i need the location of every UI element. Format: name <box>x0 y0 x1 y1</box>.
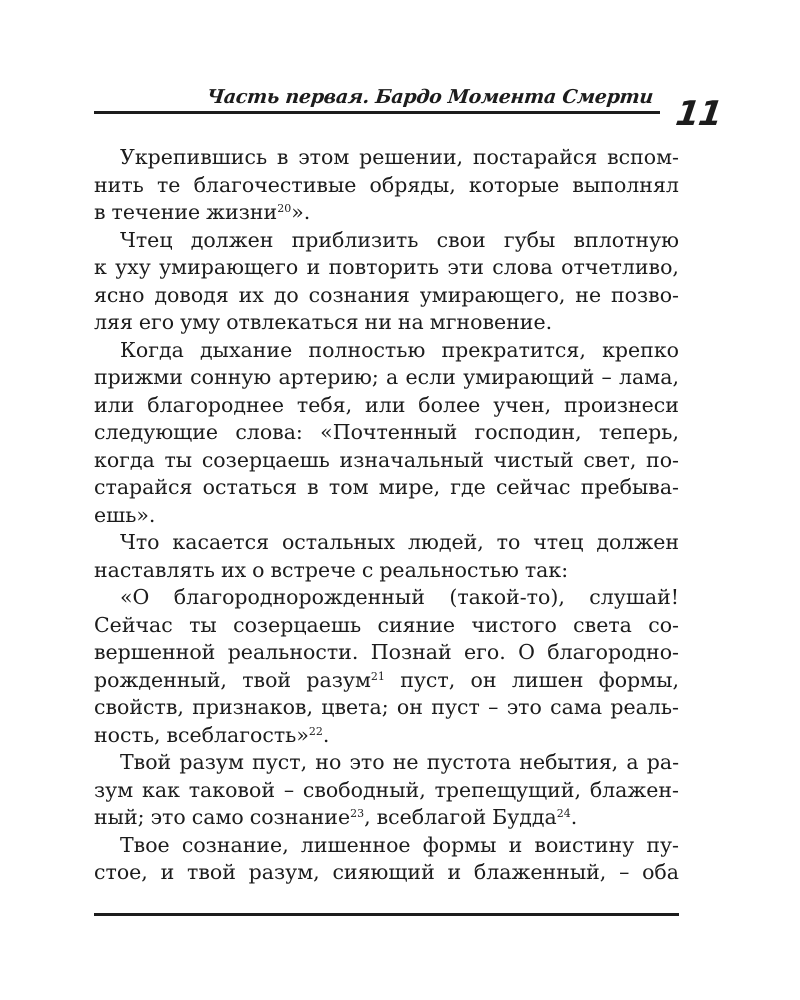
word: касается <box>172 530 270 554</box>
text-line <box>94 639 679 667</box>
word: слова <box>492 255 553 279</box>
word: это <box>506 695 542 719</box>
word: но <box>315 750 342 774</box>
word: сознания <box>308 282 410 307</box>
word: то <box>496 530 521 554</box>
word: само <box>191 805 244 829</box>
word: в <box>307 475 319 499</box>
word: твой <box>186 860 236 884</box>
word: или <box>94 392 135 417</box>
word: умирающий <box>463 365 595 389</box>
word: сонную <box>190 365 272 389</box>
word: воистину <box>534 832 635 857</box>
word: реальности. <box>227 640 359 664</box>
word: дыхание <box>200 337 293 362</box>
word: сейчас <box>495 475 571 499</box>
word: ни <box>364 310 392 334</box>
word: Твое <box>120 832 170 857</box>
word: ешь». <box>94 502 156 527</box>
word: – <box>283 777 295 802</box>
word: Сейчас <box>94 612 173 637</box>
word: созерцаешь <box>201 447 330 472</box>
word: пустота <box>426 750 512 774</box>
page-number: 11 <box>673 94 725 134</box>
word: произнеси <box>564 392 679 417</box>
word: на <box>397 310 424 334</box>
word: разум$^{21}$ <box>306 667 385 692</box>
word: это <box>349 750 385 774</box>
word: его. <box>464 640 506 664</box>
word: чистого <box>471 612 557 637</box>
word: пуст, <box>252 750 308 774</box>
word: не <box>392 750 419 774</box>
word: небытия, <box>519 750 619 774</box>
text-line <box>94 832 679 860</box>
word: (такой-то), <box>449 585 565 609</box>
word: рожденный, <box>94 667 227 692</box>
word: вспом- <box>607 145 679 169</box>
word: сияющий <box>332 860 435 884</box>
text-line <box>94 254 679 282</box>
word: света <box>573 612 632 637</box>
word: и <box>160 860 175 884</box>
word: нить <box>94 172 144 197</box>
word: благородно- <box>547 640 679 664</box>
word: ный; <box>94 805 145 829</box>
text-line <box>94 364 679 392</box>
word: с <box>361 557 374 582</box>
word: стое, <box>94 860 148 884</box>
word: о <box>252 557 265 582</box>
word: ляя <box>94 310 133 334</box>
text-line <box>94 227 679 255</box>
word: до <box>273 282 299 307</box>
word: благороднорожденный <box>173 585 425 609</box>
word: этом <box>298 145 350 169</box>
word: следующие <box>94 420 219 444</box>
word: изначальный <box>339 447 484 472</box>
text-line <box>94 722 679 750</box>
footnote-ref: 22 <box>308 724 323 738</box>
word: учен, <box>493 392 552 417</box>
word: когда <box>94 447 155 472</box>
word: это <box>150 805 186 829</box>
word: блаженный, <box>473 860 607 884</box>
text-line <box>94 337 679 365</box>
word: мгновение. <box>429 310 553 334</box>
word: их <box>238 282 264 307</box>
word: формы, <box>598 667 679 692</box>
word: ра- <box>646 750 679 774</box>
word: если <box>405 365 456 389</box>
word: остаться <box>202 475 297 499</box>
word: ясно <box>94 282 145 307</box>
footnote-ref: 21 <box>370 669 385 683</box>
word: их <box>220 557 247 582</box>
text-line <box>94 419 679 447</box>
word: ность, <box>94 722 161 747</box>
word: он <box>396 695 423 719</box>
word: пу- <box>646 832 679 857</box>
word: обряды, <box>369 172 456 197</box>
text-line <box>94 392 679 420</box>
word: О <box>518 640 535 664</box>
word: «Почтенный <box>320 420 458 444</box>
word: уму <box>180 310 221 334</box>
word: таковой <box>188 777 275 802</box>
body-text <box>94 144 679 887</box>
word: которые <box>468 172 560 197</box>
word: всеблагость»$^{22}$. <box>166 722 330 747</box>
word: отчетливо, <box>561 255 679 279</box>
word: по- <box>646 447 679 472</box>
text-line <box>94 309 679 337</box>
word: благочестивые <box>193 172 357 197</box>
text-line <box>94 199 679 227</box>
word: губы <box>503 227 556 252</box>
word: выполнял <box>572 172 679 197</box>
text-line <box>94 584 679 612</box>
text-line <box>94 667 679 695</box>
word: Будда$^{24}$. <box>492 805 578 829</box>
word: умирающего, <box>419 282 566 307</box>
word: тебя, <box>296 392 353 417</box>
word: пребыва- <box>580 475 679 499</box>
word: цвета; <box>321 695 389 719</box>
word: жизни$^{20}$». <box>206 200 311 224</box>
word: решении, <box>359 145 464 169</box>
word: должен <box>596 530 679 554</box>
text-line <box>94 557 679 585</box>
text-line <box>94 172 679 200</box>
word: и <box>447 860 462 884</box>
word: крепко <box>602 337 679 362</box>
word: где <box>450 475 486 499</box>
word: так: <box>524 557 569 582</box>
word: свои <box>436 227 486 252</box>
word: разум <box>179 750 244 774</box>
word: его <box>138 310 175 334</box>
word: Твой <box>120 750 172 774</box>
word: сознание$^{23}$, <box>249 805 371 829</box>
word: и <box>508 832 523 857</box>
word: слова: <box>235 420 303 444</box>
word: лишенное <box>300 832 411 857</box>
word: умирающего <box>159 255 299 279</box>
footnote-ref: 24 <box>556 807 571 820</box>
word: людей, <box>407 530 484 554</box>
word: остальных <box>281 530 396 554</box>
word: к <box>94 255 107 279</box>
word: господин, <box>474 420 582 444</box>
word: зум <box>94 777 134 802</box>
word: том <box>328 475 369 499</box>
word: благороднее <box>147 392 284 417</box>
word: со- <box>648 612 679 637</box>
word: пуст <box>431 695 480 719</box>
word: артерию; <box>278 365 379 389</box>
word: всеблагой <box>376 805 487 829</box>
word: свободный, <box>302 777 426 802</box>
word: свет, <box>583 447 637 472</box>
word: пуст, <box>400 667 456 692</box>
word: те <box>156 172 181 197</box>
word: – <box>601 365 612 389</box>
text-line <box>94 474 679 502</box>
word: повторить <box>328 255 440 279</box>
word: не <box>575 282 602 307</box>
word: свойств, <box>94 695 184 719</box>
word: ты <box>164 447 193 472</box>
word: Когда <box>120 337 184 362</box>
word: сознание, <box>181 832 289 857</box>
running-head: Часть первая. Бардо Момента Смерти <box>205 86 655 108</box>
word: уху <box>115 255 151 279</box>
word: Чтец <box>120 227 173 252</box>
word: слушай! <box>589 585 679 609</box>
word: более <box>418 392 481 417</box>
word: разум, <box>248 860 320 884</box>
word: старайся <box>94 475 193 499</box>
word: Познай <box>370 640 452 664</box>
word: чистый <box>493 447 574 472</box>
word: сама <box>550 695 603 719</box>
word: реаль- <box>610 695 679 719</box>
word: а <box>386 365 399 389</box>
word: он <box>470 667 497 692</box>
word: твой <box>242 667 292 692</box>
text-line <box>94 447 679 475</box>
word: ты <box>189 612 217 637</box>
word: позво- <box>610 282 679 307</box>
word: лишен <box>511 667 584 692</box>
word: «О <box>120 585 150 609</box>
word: чтец <box>533 530 584 554</box>
word: и <box>306 255 321 279</box>
word: – <box>488 695 499 719</box>
footnote-ref: 23 <box>350 807 365 820</box>
text-line <box>94 144 679 172</box>
text-line <box>94 777 679 805</box>
word: вершенной <box>94 640 216 664</box>
text-line <box>94 749 679 777</box>
text-line <box>94 502 679 530</box>
header-rule <box>94 111 660 114</box>
word: блажен- <box>589 777 679 802</box>
word: в <box>276 145 289 169</box>
word: постарайся <box>472 145 598 169</box>
word: течение <box>111 200 201 224</box>
word: оба <box>642 860 679 884</box>
word: лама, <box>619 365 679 389</box>
word: прижми <box>94 365 183 389</box>
word: как <box>142 777 180 802</box>
text-line <box>94 859 679 887</box>
word: признаков, <box>192 695 313 719</box>
word: Укрепившись <box>120 145 268 169</box>
word: созерцаешь <box>233 612 362 637</box>
footer-rule <box>94 913 679 916</box>
text-line <box>94 529 679 557</box>
word: реальностью <box>379 557 519 582</box>
word: полностью <box>308 337 426 362</box>
word: или <box>365 392 406 417</box>
word: а <box>626 750 639 774</box>
word: наставлять <box>94 557 215 582</box>
word: формы <box>422 832 497 857</box>
text-line <box>94 612 679 640</box>
word: отвлекаться <box>226 310 359 334</box>
word: в <box>94 200 106 224</box>
word: вплотную <box>573 227 679 252</box>
word: должен <box>190 227 274 252</box>
word: прекратится, <box>441 337 586 362</box>
word: доводя <box>154 282 229 307</box>
word: трепещущий, <box>434 777 581 802</box>
text-line <box>94 282 679 310</box>
word: эти <box>447 255 484 279</box>
word: – <box>619 860 630 884</box>
word: встрече <box>270 557 356 582</box>
word: теперь, <box>598 420 679 444</box>
word: приблизить <box>291 227 419 252</box>
word: сияние <box>377 612 456 637</box>
word: мире, <box>378 475 441 499</box>
footnote-ref: 20 <box>277 202 292 215</box>
text-line <box>94 694 679 722</box>
word: Что <box>120 530 160 554</box>
text-line <box>94 804 679 832</box>
